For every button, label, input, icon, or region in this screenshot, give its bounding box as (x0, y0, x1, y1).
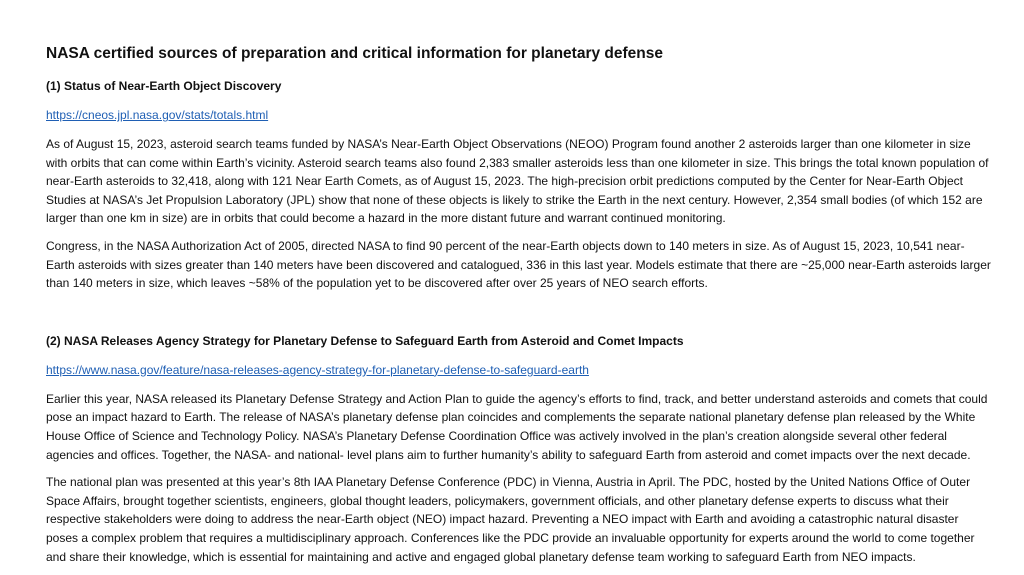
section2-paragraph-1: Earlier this year, NASA released its Planetary Defense Strategy and Action Plan to guide the agency’s efforts to find, track, and better understand asteroids and comets that could pose an impact hazard to Earth. The release of NASA’s planetary defense plan coincides and complements the separate national planetary defense plan released by the White House Office of Science and Technology Policy. NASA’s Planetary Defense Coordination Office was actively involved in the plan’s creation alongside several other federal agencies and offices. Together, the NASA- and national- level plans aim to further humanity’s ability to safeguard Earth from asteroid and comet impacts over the next decade. (46, 391, 988, 462)
section-spacer (46, 302, 991, 333)
section2-paragraph-2: The national plan was presented at this year’s 8th IAA Planetary Defense Conference (PDC) in Vienna, Austria in April. The PDC, hosted by the United Nations Office of Outer Space Affairs, brought together scientists, engineers, global thought leaders, policymakers, government officials, and other planetary defense experts to discuss what their respective stakeholders were doing to address the near-Earth object (NEO) impact hazard. Preventing a NEO impact with Earth and avoiding a catastrophic natural disaster poses a complex problem that requires a multidisciplinary approach. Conferences like the PDC provide an invaluable opportunity for experts around the world to come together and share their knowledge, which is essential for maintaining and active and engaged global planetary defense team working to safeguard Earth from NEO impacts. (46, 475, 975, 564)
section2-heading: (2) NASA Releases Agency Strategy for Planetary Defense to Safeguard Earth from Asteroid and Comet Impacts (46, 333, 684, 348)
section2-link[interactable]: https://www.nasa.gov/feature/nasa-releases-agency-strategy-for-planetary-defense-to-safeguard-earth (46, 362, 589, 377)
section1-link[interactable]: https://cneos.jpl.nasa.gov/stats/totals.html (46, 108, 269, 122)
document-body (46, 44, 991, 575)
section1-paragraph-2: Congress, in the NASA Authorization Act of 2005, directed NASA to find 90 percent of the near-Earth objects down to 140 meters in size. As of August 15, 2023, 10,541 near-Earth asteroids with sizes greater than 140 meters have been discovered and catalogued, 336 in this last year. Models estimate that there are ~25,000 near-Earth asteroids larger than 140 meters in size, which leaves ~58% of the population yet to be discovered after over 25 years of NEO search efforts. (46, 238, 991, 291)
section1-paragraph-1: As of August 15, 2023, asteroid search teams funded by NASA’s Near-Earth Object Observations (NEOO) Program found another 2 asteroids larger than one kilometer in size with orbits that can come within Earth’s vicinity. Asteroid search teams also found 2,383 smaller asteroids less than one kilometer in size. This brings the total known population of near-Earth asteroids to 32,418, along with 121 Near Earth Comets, as of August 15, 2023. The high-precision orbit predictions computed by the Center for Near-Earth Object Studies at NASA’s Jet Propulsion Laboratory (JPL) show that none of these objects is likely to strike the Earth in the next century. However, 2,354 small bodies (of which 152 are larger than one km in size) are in orbits that could become a hazard in the more distant future and warrant continued monitoring. (46, 137, 989, 226)
document-title: NASA certified sources of preparation and critical information for planetary defense (46, 45, 663, 62)
section1-heading: (1) Status of Near-Earth Object Discovery (46, 79, 282, 93)
